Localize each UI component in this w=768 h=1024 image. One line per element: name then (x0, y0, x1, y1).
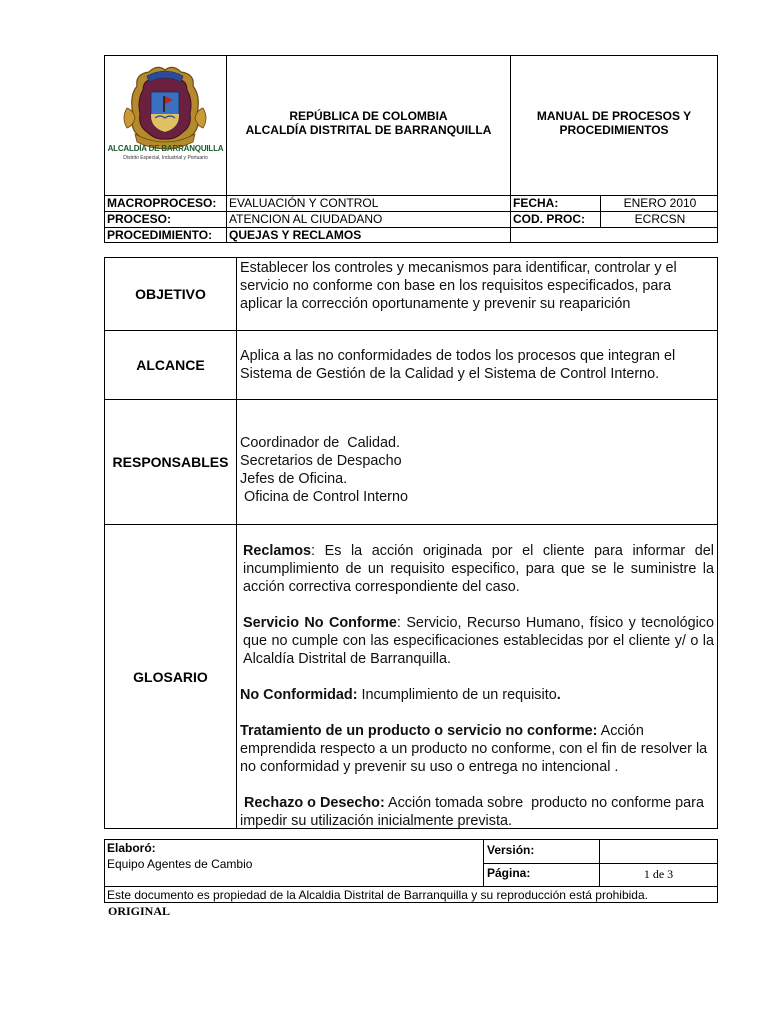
responsable-item: Coordinador de Calidad. (240, 435, 400, 451)
responsable-item: Jefes de Oficina. (240, 471, 348, 487)
glosario-entry (240, 722, 714, 776)
logo-cell (105, 56, 226, 195)
glosario-definition: Es la acción originada por el cliente para informar del incumplimiento de un requisito especifico, para que se le suministre la acción correctiva correspondiente del caso. (243, 543, 715, 595)
manual-title-line1: MANUAL DE PROCESOS Y (536, 108, 692, 123)
org-title-cell (227, 56, 510, 195)
objetivo-label: OBJETIVO (135, 286, 206, 302)
proceso-value: ATENCION AL CIUDADANO (229, 212, 383, 226)
org-title-line1: REPÚBLICA DE COLOMBIA (289, 108, 448, 123)
glosario-definition: Acción tomada sobre producto no conforme para impedir su utilización inicialmente prevista. (240, 795, 708, 829)
alcance-text: Aplica a las no conformidades de todos los procesos que integran el Sistema de Gestión de la Calidad y el Sistema de Control Interno. (240, 348, 676, 382)
version-label: Versión: (487, 843, 535, 857)
glosario-entry (240, 686, 714, 704)
original-stamp: ORIGINAL (108, 904, 171, 918)
document-header (104, 55, 718, 243)
alcance-label: ALCANCE (136, 357, 205, 373)
glosario-entry (240, 794, 714, 830)
fecha-label: FECHA: (513, 196, 559, 210)
macroproceso-value: EVALUACIÓN Y CONTROL (229, 196, 379, 210)
manual-title-line2: PROCEDIMIENTOS (559, 122, 669, 137)
glosario-label: GLOSARIO (133, 668, 208, 685)
procedimiento-label: PROCEDIMIENTO: (107, 228, 213, 242)
ownership-notice: Este documento es propiedad de la Alcaldia Distrital de Barranquilla y su reproducción está prohibida. (107, 888, 648, 902)
manual-title-cell (511, 56, 717, 195)
glosario-entry (243, 614, 714, 668)
glosario-tail: . (556, 687, 561, 703)
barranquilla-coat-of-arms-logo (105, 56, 226, 195)
org-title-line2: ALCALDÍA DISTRITAL DE BARRANQUILLA (245, 122, 492, 137)
objetivo-text: Establecer los controles y mecanismos para identificar, controlar y el servicio no conforme con base en los requisitos especificados, para aplicar la corrección oportunamente y prevenir su reaparición (240, 260, 677, 312)
glosario-definition: Incumplimiento de un requisito (361, 687, 557, 703)
elaboro-value: Equipo Agentes de Cambio (107, 857, 253, 871)
logo-main-text: ALCALDÍA DE BARRANQUILLA (107, 144, 224, 153)
procedure-table (104, 257, 718, 829)
glosario-term: Rechazo o Desecho: (240, 795, 385, 811)
fecha-value: ENERO 2010 (623, 196, 697, 210)
responsables-label: RESPONSABLES (112, 454, 229, 470)
proceso-label: PROCESO: (107, 212, 172, 226)
glosario-term: Servicio No Conforme (243, 615, 397, 631)
glosario-definition: Acción emprendida respecto a un producto no conforme, con el fin de resolver la no conformidad y prevenir su uso o entrega no intencional . (240, 723, 708, 775)
glosario-term: Reclamos (243, 543, 311, 559)
glosario-sep: : (396, 615, 407, 631)
glosario-entry (243, 542, 714, 596)
procedimiento-value: QUEJAS Y RECLAMOS (229, 228, 362, 242)
glosario-term: Tratamiento de un producto o servicio no conforme: (240, 723, 598, 739)
logo-sub-text: Distrito Especial, Industrial y Portuario (123, 155, 208, 161)
responsables-list (240, 434, 710, 506)
macroproceso-label: MACROPROCESO: (107, 196, 217, 210)
glosario-definition: Servicio, Recurso Humano, físico y tecnológico que no cumple con las especificaciones establecidas por el cliente y/ o la Alcaldía Distrital de Barranquilla. (243, 615, 714, 667)
pagina-value: 1 de 3 (643, 867, 674, 881)
glosario-sep: : (311, 543, 325, 559)
glosario-term: No Conformidad: (240, 687, 358, 703)
codproc-label: COD. PROC: (513, 212, 585, 226)
elaboro-label: Elaboró: (107, 841, 156, 855)
glosario-list (240, 542, 714, 830)
document-footer (104, 839, 718, 903)
responsable-item: Oficina de Control Interno (240, 489, 408, 505)
pagina-label: Página: (487, 866, 531, 880)
codproc-value: ECRCSN (634, 212, 686, 226)
responsable-item: Secretarios de Despacho (240, 453, 402, 469)
